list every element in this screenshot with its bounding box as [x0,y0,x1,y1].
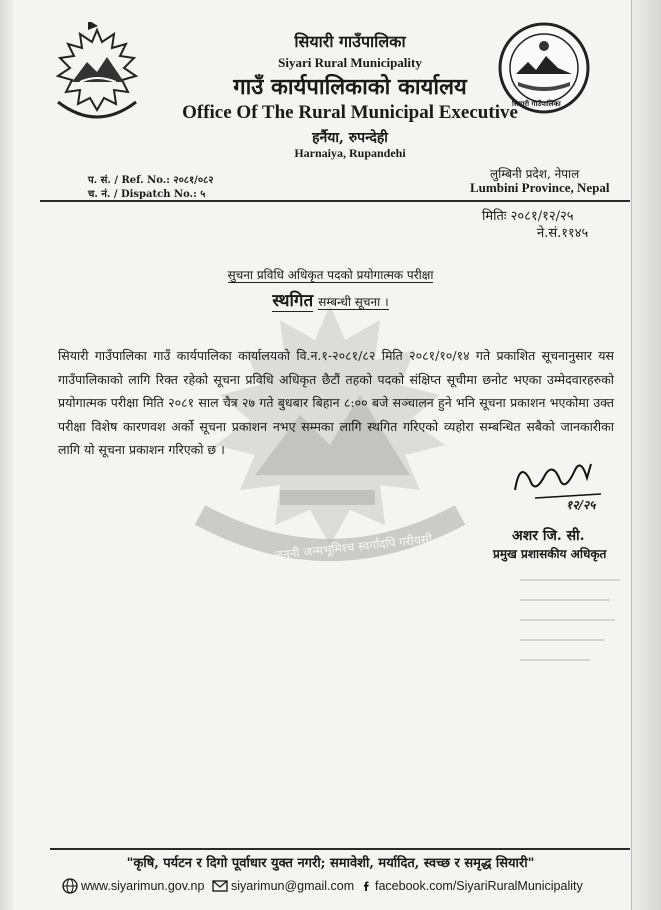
nepal-sambat-date: ने.सं.११४५ [537,226,589,241]
province-en: Lumbini Province, Nepal [470,180,610,195]
scan-edge-right [631,0,661,910]
letter-date: मितिः २०८१/१२/२५ [482,209,574,224]
municipality-name-en: Siyari Rural Municipality [278,55,422,70]
address-en: Harnaiya, Rupandehi [294,146,406,160]
emblem-motto: जननी जन्मभूमिश्च स्वर्गादपि गरीयसी [273,531,433,563]
facebook-icon [362,878,372,894]
globe-icon [62,878,78,894]
email-text: siyarimun@gmail.com [231,879,355,893]
signature-mark [505,450,615,515]
nepal-emblem-logo [42,22,152,137]
subject-rest: सम्बन्धी सूचना । [318,295,389,309]
footer-email[interactable] [212,878,354,894]
facebook-text: facebook.com/SiyariRuralMunicipality [375,879,583,893]
mail-icon [212,878,228,894]
footer-facebook[interactable] [362,878,583,894]
signatory-name: अशर जि. सी. [512,528,585,544]
notice-body: सियारी गाउँपालिका गाउँ कार्यपालिका कार्यालयको वि.न.१-२०८१/८२ मिति २०८१/१०/१४ गते प्रकाशित सूचनानुसार यस गाउँपालिकाको लागि रिक्त रहेको सूचना प्रविधि अधिकृत छैटौं तहको पदको संक्षिप्त सूचीमा छनोट भएका उम्मेदवारहरुको प्रयोगात्मक परीक्षा मिति २०८१ साल चैत्र २७ गते बुधबार बिहान ८:०० बजे सञ्चालन हुने भनि सूचना प्रकाशन भएकोमा उक्त परीक्षा विशेष कारणवश अर्को सूचना प्रकाशन नभए सम्मका लागि स्थगित गरिएको व्यहोरा सम्बन्धित सबैको जानकारीका लागि यो सूचना प्रकाशन गरिएको छ । [58,348,614,457]
notice-subject-line1 [0,266,661,283]
bleed-through-text [510,570,630,680]
subject-text: सुचना प्रविधि अधिकृत पदको प्रयोगात्मक परीक्षा [227,268,434,282]
website-text: www.siyarimun.gov.np [81,879,205,893]
office-name-np: गाउँ कार्यपालिकाको कार्यालय [233,74,467,100]
scan-edge-left [0,0,14,910]
dispatch-number: च. नं. / Dispatch No.: ५ [88,189,206,200]
footer-slogan: "कृषि, पर्यटन र दिगो पूर्वाधार युक्त नगरी; समावेशी, मर्यादित, स्वच्छ र समृद्ध सियारी" [126,856,535,871]
postponed-word: स्थगित [272,291,314,311]
office-name-en: Office Of The Rural Municipal Executive [182,102,518,123]
margin-line [631,0,632,910]
logo-right-caption: सियारी गाउँपालिका [512,99,561,108]
header-divider [40,200,630,202]
footer-divider [50,848,630,850]
signature-date: १२/२५ [566,498,596,512]
ref-number: प. सं. / Ref. No.: २०८१/०८२ [88,175,214,186]
municipality-name-np: सियारी गाउँपालिका [294,32,406,51]
footer-website[interactable] [62,878,204,894]
address-np: हर्नैया, रुपन्देही [312,130,388,146]
notice-subject-line2 [0,288,661,311]
province-np: लुम्बिनी प्रदेश, नेपाल [490,167,580,181]
signatory-title: प्रमुख प्रशासकीय अधिकृत [493,547,607,561]
